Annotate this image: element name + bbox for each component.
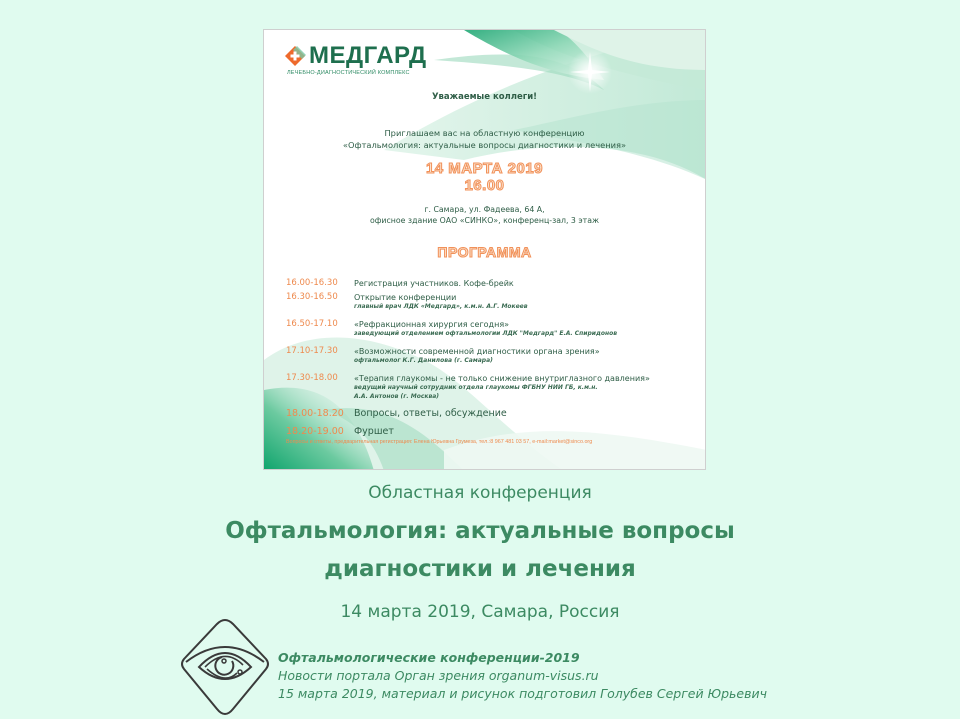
schedule-title: Вопросы, ответы, обсуждение: [354, 408, 507, 419]
schedule-title: Регистрация участников. Кофе-брейк: [354, 279, 514, 288]
schedule-speaker: А.А. Антонов (г. Москва): [354, 392, 440, 400]
schedule-item: [286, 408, 507, 419]
caption-title-line-2: диагностики и лечения: [324, 556, 636, 582]
schedule-speaker: офтальмолог К.Г. Данилова (г. Самара): [354, 357, 493, 364]
invitation-text: [264, 127, 705, 151]
schedule-time: 16.50-17.10: [286, 319, 338, 329]
caption-title-line-1: Офтальмология: актуальные вопросы: [225, 518, 735, 544]
schedule-title: Открытие конференции: [354, 293, 457, 302]
greeting: Уважаемые коллеги!: [431, 92, 538, 102]
credits-line-2: Новости портала Орган зрения organum-visus.ru: [278, 668, 599, 683]
schedule-time: 16.00-16.30: [286, 278, 338, 288]
credits-line-1: Офтальмологические конференции-2019: [278, 650, 580, 665]
caption-title: [0, 512, 960, 588]
medgard-plus-diamond-icon: [284, 45, 306, 67]
credits-block: [278, 649, 767, 703]
schedule-speaker: ведущий научный сотрудник отдела глаукомы ФГБНУ НИИ ГБ, к.м.н.: [354, 384, 598, 391]
eye-diamond-icon: [177, 617, 273, 717]
schedule-item: [286, 346, 600, 366]
logo-subtitle: ЛЕЧЕБНО-ДИАГНОСТИЧЕСКИЙ КОМПЛЕКС: [287, 70, 410, 76]
registration-contact-note: Вопросы и ответы, предварительная регистрация: Елена Юрьевна Грумеза, тел.:8 967 481 03 57, e-mail:market@sinco.org: [286, 439, 593, 445]
invite-line-2: «Офтальмология: актуальные вопросы диагностики и лечения»: [342, 140, 627, 150]
schedule-title: «Терапия глаукомы - не только снижение внутриглазного давления»: [354, 374, 650, 383]
schedule-time: 17.30-18.00: [286, 373, 338, 383]
schedule-item: [286, 373, 650, 401]
logo-name: МЕДГАРД: [309, 42, 427, 69]
event-address: [264, 204, 705, 226]
medgard-logo: [284, 44, 427, 76]
event-datetime: [264, 160, 705, 194]
schedule-time: 18.00-18.20: [286, 408, 344, 419]
conference-flyer: [263, 29, 706, 470]
schedule-time: 18.20-19.00: [286, 426, 344, 437]
invite-line-1: Приглашаем вас на областную конференцию: [384, 128, 585, 138]
address-line-1: г. Самара, ул. Фадеева, 64 А,: [424, 205, 545, 214]
schedule-speaker: заведующий отделением офтальмологии ЛДК "Медгард" Е.А. Спиридонов: [354, 330, 618, 337]
caption-date-place: 14 марта 2019, Самара, Россия: [340, 602, 620, 622]
schedule-time: 16.30-16.50: [286, 292, 338, 302]
schedule-item: [286, 426, 394, 437]
schedule-item: [286, 278, 514, 289]
schedule-time: 17.10-17.30: [286, 346, 338, 356]
schedule-title: «Рефракционная хирургия сегодня»: [354, 320, 510, 329]
caption-subtitle: Областная конференция: [368, 483, 592, 503]
event-date: 14 МАРТА 2019: [425, 160, 544, 177]
schedule-item: [286, 319, 617, 339]
event-time: 16.00: [464, 177, 505, 194]
program-heading: ПРОГРАММА: [437, 244, 532, 260]
credits-line-3: 15 марта 2019, материал и рисунок подготовил Голубев Сергей Юрьевич: [278, 686, 767, 701]
schedule-speaker: главный врач ЛДК «Медгард», к.м.н. А.Г. Мокеев: [354, 303, 528, 310]
schedule-title: «Возможности современной диагностики органа зрения»: [354, 347, 600, 356]
schedule-title: Фуршет: [354, 426, 394, 437]
schedule-item: [286, 292, 528, 312]
address-line-2: офисное здание ОАО «СИНКО», конференц-зал, 3 этаж: [369, 216, 599, 225]
